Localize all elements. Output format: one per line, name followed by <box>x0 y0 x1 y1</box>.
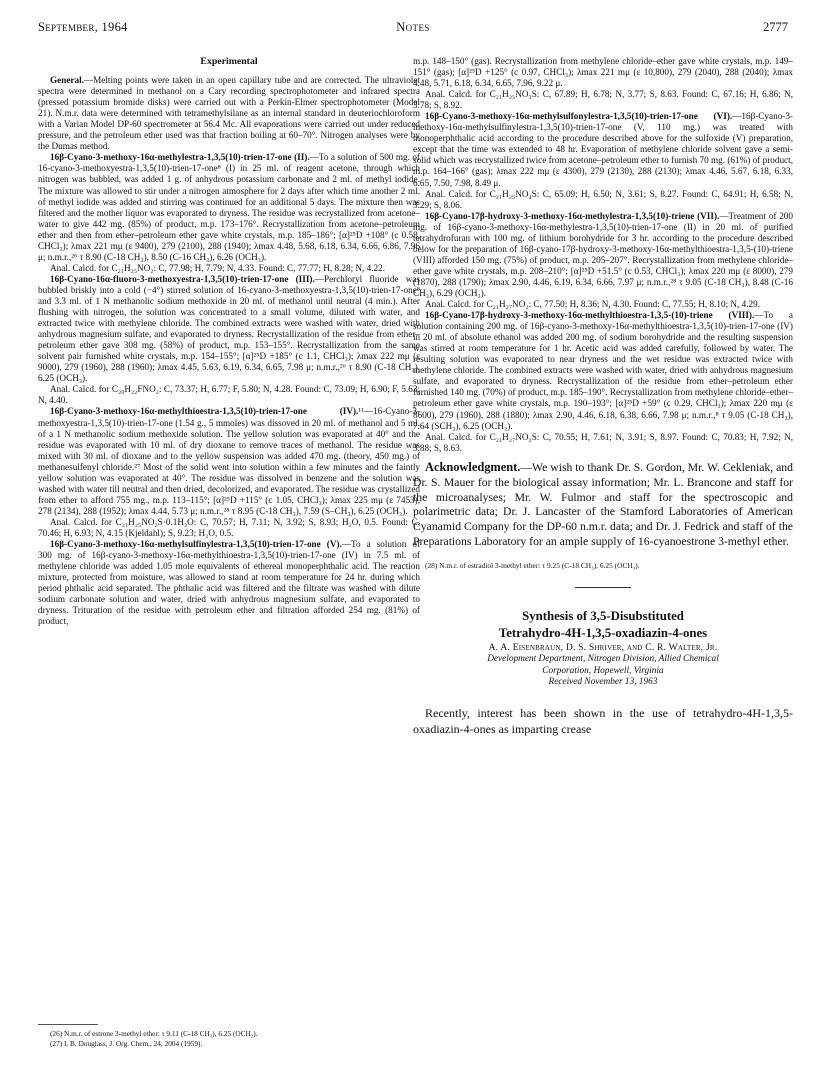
analysis-compound-iii: Anal. Calcd. for C₂₀H₂₂FNO₂: C, 73.37; H, 6.77; F, 5.80; N, 4.28. Found: C, 73.09; H, 6.90; F, 5.63; N, 4.40. <box>38 384 420 406</box>
footnote-28: (28) N.m.r. of estradiol 3-methyl ether: τ 9.25 (C-18 CH₃), 6.25 (OCH₃). <box>425 561 640 571</box>
article-intro: Recently, interest has been shown in the use of tetrahydro-4H-1,3,5-oxadiazin-4-ones as imparting crease <box>413 706 793 736</box>
compound-heading: 16β-Cyano-3-methoxy-16α-methylestra-1,3,5(10)-trien-17-one (II). <box>50 152 310 163</box>
paragraph-text: ¹¹—16-Cyano-3-methoxyestra-1,3,5(10)-trien-17-one (1.54 g., 5 mmoles) was dissoved in 20 ml. of methanol and 5 ml. of a 1 N methanolic sodium methoxide solution. The yellow solution was evaporated at 40° and the residue was evaporated with 10 ml. of dry dioxane to remove traces of methanol. The residue was mixed with 30 ml. of dioxane and to the yellow suspension was added 470 mg. (theory, 450 mg.) of methanesulfenyl chloride.²⁷ Most of the solid went into solution within a few minutes and the faintly yellow solution was evaporated at 40°. The residue was dissolved in benzene and the solution was washed with water till neutral and then dried, decolorized, and evaporated. The residue was crystallized from ether to afford 755 mg., m.p. 113–115°; [α]²⁵D +115° (c 1.05, CHCl₃); λmax 225 mμ (ε 7453), 278 (2134), 288 (1952); λmax 4.44, 5.73 μ; n.m.r.,²⁸ τ 8.95 (C-18 CH₃), 7.59 (S–CH₃), 6.25 (OCH₃). <box>38 406 420 516</box>
article-title-line-2: Tetrahydro-4H-1,3,5-oxadiazin-4-ones <box>498 626 708 641</box>
analysis-compound-ii: Anal. Calcd. for C₂₁H₂₅NO₂: C, 77.98; H, 7.79; N, 4.33. Found: C, 77.77; H, 8.28; N, 4.22. <box>50 262 386 273</box>
paragraph-compound-ii <box>38 152 420 262</box>
page-header <box>38 20 788 38</box>
acknowledgment-text: —We wish to thank Dr. S. Gordon, Mr. W. Cekleniak, and Dr. S. Mauer for the biological assay information; Mr. L. Brancone and staff for the microanalyses; Mr. W. Fulmor and staff for the spectroscopic and polarimetric data; Dr. J. Lancaster of the Stamford Laboratories of American Cyanamid Company for the DP-60 n.m.r. data; and Dr. J. Fedrick and staff of the Preparations Laboratory for an ample supply of 16-cyanoestrone 3-methyl ether. <box>413 460 793 549</box>
right-column <box>413 56 793 737</box>
paragraph-compound-vii <box>413 211 793 299</box>
paragraph-text: —16β-Cyano-3-methoxy-16α-methylsulfinylestra-1,3,5(10)-trien-17-one (V, 110 mg.) was treated with monoperphthalic acid according to the procedure described above for the sulfoxide (V) preparation, except that the time was extended to 48 hr. Evaporation of methylene chloride solvent gave a semi-solid which was recrystallized twice from acetone–petroleum ether to furnish 70 mg. (61%) of product, m.p. 164–166° (gas); λmax 222 mμ (ε 4300), 279 (2130), 288 (2130); λmax 4.46, 5.67, 6.18, 6.33, 6.65, 7.50, 7.98, 8.49 μ. <box>413 111 793 188</box>
running-head-section: Notes <box>396 20 430 34</box>
compound-heading: 16β-Cyano-16α-fluoro-3-methoxyestra-1,3,5(10)-trien-17-one (III). <box>50 273 315 284</box>
paragraph-text: —To a solution of 300 mg. of 16β-cyano-3-methoxy-16α-methylthioestra-1,3,5(10)-trien-17-one (IV) in 7.5 ml. of methylene chloride was added 1.05 mole equivalents of ethereal monoperphthalic acid. The reaction mixture, protected from moisture, was allowed to stand at room temperature for 24 hr. during which period phthalic acid separated. The phthalic acid was filtered and the filtrate was washed with dilute sodium carbonate solution and water, dried with anhydrous magnesium sulfate, and evaporated to dryness. Trituration of the residue with petroleum ether and filtration afforded 254 mg. (81%) of product, <box>38 539 421 627</box>
paragraph-text: —To a solution containing 200 mg. of 16β-cyano-3-methoxy-16α-methylthioestra-1,3,5(10)-trien-17-one (IV) in 20 ml. of absolute ethanol was added 200 mg. of sodium borohydride and the resulting suspension was stirred at room temperature for 1 hr. Acetic acid was added carefully, followed by water. The resulting solution was evaporated to near dryness and the wet residue was extracted twice with methylene chloride. The combined extracts were washed with water, dried with anhydrous magnesium sulfate, and evaporated to dryness. Recrystallization of the residue from ether–petroleum ether furnished 140 mg. (70%) of product, m.p. 185–190°. Recrystallization from methylene chloride–ether–petroleum ether gave white crystals, m.p. 190–193°; [α]²⁵D +59° (c 0.29, CHCl₃); λmax 220 mμ (ε 8600), 279 (1960), 288 (1880); λmax 2.90, 4.46, 6.18, 6.38, 6.66, 7.98 μ; n.m.r.,⁸ τ 9.05 (C-18 CH₃), 7.64 (SCH₃), 6.25 (OCH₃). <box>413 310 793 431</box>
affiliation-line-1: Development Department, Nitrogen Division, Allied Chemical <box>487 654 719 665</box>
compound-heading: 16β-Cyano-3-methoxy-16α-methylsulfinylestra-1,3,5(10)-trien-17-one (V). <box>50 539 342 550</box>
affiliation-line-2: Corporation, Hopewell, Virginia <box>542 666 664 677</box>
paragraph-text: —Perchloryl fluoride was bubbled briskly into a cold (−4°) stirred solution of 16-cyano-3-methoxyestra-1,3,5(10)-trien-17-one⁸ and 3.3 ml. of 1 N methanolic sodium methoxide in 20 ml. of methanol until neutral (4 min.). After flushing with nitrogen, the solution was concentrated to a small volume, diluted with water, and extracted twice with methylene chloride. The combined extracts were washed with water, dried with anhydrous magnesium sulfate, and evaporated to dryness. Recrystallization of the residue from ether–petroleum ether gave 308 mg. (58%) of product, m.p. 153–155°. Recrystallization from the same solvent pair furnished white crystals, m.p. 154–155°; [α]²⁵D +185° (c 1.1, CHCl₃); λmax 222 mμ (ε 9000), 279 (1960), 288 (1960); λmax 4.45, 5.63, 6.19, 6.34, 6.65, 7.98 μ; n.m.r.,²⁶ τ 8.90 (C-18 CH₃), 6.25 (OCH₃). <box>38 273 420 384</box>
running-head-date: September, 1964 <box>38 20 128 34</box>
left-footnotes <box>38 1024 420 1048</box>
footnote-26: (26) N.m.r. of estrone 3-methyl ether: τ 9.11 (C-18 CH₃), 6.25 (OCH₃). <box>50 1029 258 1038</box>
page-number: 2777 <box>763 20 788 34</box>
paragraph-text: —To a solution of 500 mg. of 16-cyano-3-methoxyestra-1,3,5(10)-trien-17-one⁸ (I) in 25 ml. of reagent acetone, through which nitrogen was bubbled, was added 1 g. of anhydrous potassium carbonate and 2 ml. of methyl iodide. The mixture was allowed to stir under a nitrogen atmosphere for 2 days after which time another 2 ml. of methyl iodide was added and stirring was continued for an additional 5 days. The mixture then was filtered and the mother liquor was evaporated to dryness. The residue was recrystallized from acetone–water to give 442 mg. (85%) of product, m.p. 173–176°. Recrystallization from acetone–petroleum ether and then from ether–petroleum ether gave white crystals, m.p. 185–186°; [α]²⁵D +108° (c 0.58, CHCl₃); λmax 221 mμ (ε 9400), 279 (2100), 288 (1940); λmax 4.48, 5.68, 6.18, 6.34, 6.66, 6.86, 7.96 μ; n.m.r.,²⁶ τ 8.90 (C-18 CH₃), 8.50 (C-16 CH₃), 6.26 (OCH₃). <box>38 152 420 262</box>
footnote-rule <box>38 1024 98 1025</box>
analysis-compound-v: Anal. Calcd. for C₂₁H₂₅NO₃S: C, 67.89; H, 6.78; N, 3.77; S, 8.63. Found: C, 67.16; H, 6.86; N, 3.78; S, 8.92. <box>413 89 793 111</box>
compound-heading: 16β-Cyano-3-methoxy-16α-methylthioestra-1,3,5(10)-trien-17-one (IV). <box>50 406 359 417</box>
article-authors: A. A. Eisenbraun, D. S. Shriver, and C. R. Walter, Jr. <box>488 642 718 654</box>
analysis-compound-viii: Anal. Calcd. for C₂₁H₂₇NO₂S: C, 70.55; H, 7.61; N, 3.91; S, 8.97. Found: C, 70.83; H, 7.92; N, 3.88; S, 8.63. <box>413 431 793 453</box>
acknowledgment-heading: Acknowledgment. <box>425 459 521 474</box>
compound-heading: 16β-Cyano-3-methoxy-16α-methylsulfonylestra-1,3,5(10)-trien-17-one (VI). <box>425 111 733 122</box>
analysis-compound-iv: Anal. Calcd. for C₂₁H₂₅NO₂S·0.1H₂O: C, 70.57; H, 7.11; N, 3.92; S, 8.93; H₂O, 0.5. Found: C, 70.46; H, 6.93; N, 4.15 (Kjeldahl); S, 9.23; H₂O, 0.5. <box>38 516 420 538</box>
paragraph-continued: m.p. 148–150° (gas). Recrystallization from methylene chloride–ether gave white crystals, m.p. 149–151° (gas); [α]²⁵D +125° (c 0.97, CHCl₃); λmax 221 mμ (ε 10,800), 279 (2040), 288 (2040); λmax 4.48, 5.71, 6.18, 6.34, 6.65, 7.96, 9.22 μ. <box>413 56 793 89</box>
paragraph-compound-v <box>38 539 420 627</box>
section-divider <box>575 587 631 588</box>
paragraph-general <box>38 75 420 152</box>
compound-heading: 16β-Cyano-17β-hydroxy-3-methoxy-16α-methylestra-1,3,5(10)-triene (VII). <box>425 210 720 221</box>
paragraph-compound-vi <box>413 111 793 188</box>
footnote-27: (27) I. B. Douglass, J. Org. Chem., 24, 2004 (1959). <box>50 1038 203 1048</box>
compound-heading: 16β-Cyano-17β-hydroxy-3-methoxy-16α-methylthioestra-1,3,5-(10)-triene (VIII). <box>425 310 755 321</box>
paragraph-text: —Melting points were taken in an open capillary tube and are corrected. The ultraviolet spectra were determined in methanol on a Cary recording spectrophotometer and infrared spectra (pressed potassium bromide disks) were carried out with a Perkin-Elmer spectrophotometer (Model 21). N.m.r. data were determined with tetramethylsilane as an internal standard in deuteriochloroform with a Varian Model DP-60 spectrometer at 56.4 Mc. All evaporations were carried out under reduced pressure, and the petroleum ether used was that fraction boiling at 60–70°. Nitrogen analyses were by the Dumas method. <box>38 75 420 152</box>
acknowledgment <box>413 460 793 550</box>
paragraph-compound-iv <box>38 406 420 516</box>
left-column <box>38 56 420 627</box>
section-title: Experimental <box>200 56 258 67</box>
paragraph-heading: General. <box>50 75 84 86</box>
analysis-compound-vi: Anal. Calcd. for C₂₁H₂₅NO₄S: C, 65.09; H, 6.50; N, 3.61; S, 8.27. Found: C, 64.91; H, 6.58; N, 3.29; S, 8.06. <box>413 188 793 210</box>
article-title-line-1: Synthesis of 3,5-Disubstituted <box>522 609 684 624</box>
author-affiliation <box>413 653 793 677</box>
paragraph-compound-iii <box>38 274 420 384</box>
analysis-compound-vii: Anal. Calcd. for C₂₁H₂₇NO₂: C, 77.50; H, 8.36; N, 4.30. Found: C, 77.55; H, 8.10; N, 4.29. <box>425 299 761 310</box>
received-date: Received November 13, 1963 <box>548 677 658 688</box>
paragraph-text: —Treatment of 200 mg. of 16β-cyano-3-methoxy-16α-methylestra-1,3,5(10)-trien-17-one (II) in 20 ml. of purified tetrahydrofuran with 100 mg. of lithium borohydride for 3 hr. according to the procedure described below for the preparation of 16β-cyano-17β-hydroxy-3-methoxy-16α-methylthioestra-1,3,5-(10)-triene (VIII) afforded 150 mg. (75%) of product, m.p. 205–207°. Recrystallization from methylene chloride–ether gave white crystals, m.p. 208–210°; [α]²⁵D +51.5° (c 0.53, CHCl₃); λmax 220 mμ (ε 8000), 279 (1870), 288 (1790); λmax 2.90, 4.46, 6.19, 6.34, 6.66, 7.97 μ; n.m.r.,²⁸ τ 9.05 (C-18 CH₃), 8.48 (C-16 CH₃), 6.29 (OCH₃). <box>413 210 793 298</box>
paragraph-compound-viii <box>413 310 793 432</box>
